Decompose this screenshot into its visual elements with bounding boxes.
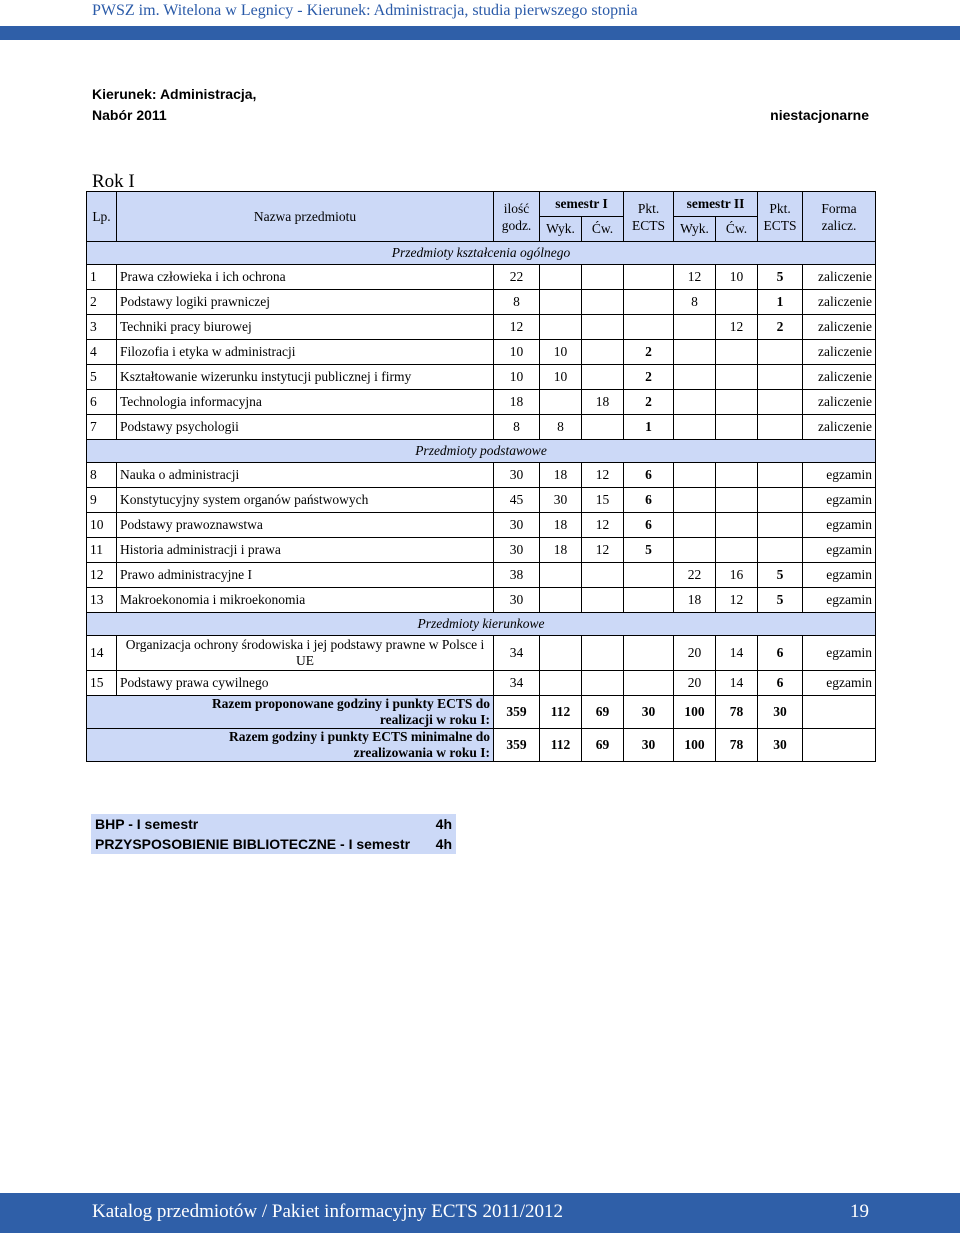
row-sem1-ects (624, 315, 674, 340)
row-sem2-ects: 5 (758, 563, 803, 588)
row-sem2-lecture (674, 463, 716, 488)
row-form: egzamin (803, 463, 876, 488)
row-form: zaliczenie (803, 290, 876, 315)
page-header-title: PWSZ im. Witelona w Legnicy - Kierunek: Administracja, studia pierwszego stopnia (92, 2, 638, 19)
extra-hours: 4h (435, 836, 452, 852)
row-sem2-lecture: 12 (674, 265, 716, 290)
row-sem2-lecture (674, 365, 716, 390)
row-sem1-lecture (540, 390, 582, 415)
row-sem2-lecture: 20 (674, 636, 716, 671)
totals-c1: 69 (582, 729, 624, 762)
row-lp: 7 (87, 415, 117, 440)
row-sem2-lecture (674, 340, 716, 365)
row-sem2-lecture: 18 (674, 588, 716, 613)
row-name: Techniki pracy biurowej (117, 315, 494, 340)
row-name: Podstawy prawa cywilnego (117, 671, 494, 696)
extra-label: PRZYSPOSOBIENIE BIBLIOTECZNE - I semestr (95, 836, 411, 852)
row-sem1-lecture: 18 (540, 538, 582, 563)
row-name: Konstytucyjny system organów państwowych (117, 488, 494, 513)
table-row (87, 463, 876, 488)
col-form: Forma zalicz. (803, 192, 876, 242)
row-sem2-exercise (716, 513, 758, 538)
row-sem1-lecture: 10 (540, 340, 582, 365)
row-sem2-exercise (716, 463, 758, 488)
row-lp: 14 (87, 636, 117, 671)
footer-bar (0, 1193, 960, 1233)
row-lp: 6 (87, 390, 117, 415)
col-wyk2: Wyk. (674, 217, 716, 242)
totals-empty (803, 729, 876, 762)
table-row (87, 513, 876, 538)
row-name: Podstawy prawoznawstwa (117, 513, 494, 538)
row-sem1-ects: 5 (624, 538, 674, 563)
row-sem2-lecture: 20 (674, 671, 716, 696)
row-sem2-exercise (716, 340, 758, 365)
row-sem1-lecture (540, 671, 582, 696)
col-cw2: Ćw. (716, 217, 758, 242)
row-sem1-lecture (540, 636, 582, 671)
row-sem1-lecture: 18 (540, 513, 582, 538)
row-hours: 30 (494, 538, 540, 563)
row-lp: 3 (87, 315, 117, 340)
table-row (87, 390, 876, 415)
row-sem2-exercise (716, 538, 758, 563)
row-sem2-exercise (716, 365, 758, 390)
totals-c1: 69 (582, 696, 624, 729)
totals-hours: 359 (494, 729, 540, 762)
col-ects2: Pkt. ECTS (758, 192, 803, 242)
row-sem2-ects (758, 463, 803, 488)
row-sem1-ects (624, 290, 674, 315)
row-form: egzamin (803, 671, 876, 696)
row-sem2-exercise: 14 (716, 636, 758, 671)
curriculum-table (86, 191, 876, 762)
row-sem1-lecture: 18 (540, 463, 582, 488)
row-lp: 10 (87, 513, 117, 538)
row-lp: 11 (87, 538, 117, 563)
totals-w2: 100 (674, 696, 716, 729)
row-name: Nauka o administracji (117, 463, 494, 488)
row-sem1-exercise (582, 290, 624, 315)
row-sem1-exercise: 12 (582, 538, 624, 563)
row-lp: 5 (87, 365, 117, 390)
row-sem1-ects: 2 (624, 390, 674, 415)
footer-text: Katalog przedmiotów / Pakiet informacyjny ECTS 2011/2012 (92, 1201, 564, 1222)
row-sem1-exercise: 18 (582, 390, 624, 415)
totals-c2: 78 (716, 696, 758, 729)
totals-e2: 30 (758, 696, 803, 729)
row-name: Makroekonomia i mikroekonomia (117, 588, 494, 613)
row-sem1-ects (624, 671, 674, 696)
totals-e2: 30 (758, 729, 803, 762)
row-sem2-lecture: 22 (674, 563, 716, 588)
row-sem1-ects (624, 265, 674, 290)
row-sem1-lecture (540, 265, 582, 290)
row-sem1-lecture: 10 (540, 365, 582, 390)
row-sem2-ects (758, 415, 803, 440)
row-form: zaliczenie (803, 390, 876, 415)
row-sem2-lecture (674, 513, 716, 538)
extra-label: BHP - I semestr (95, 816, 199, 832)
row-sem2-exercise (716, 488, 758, 513)
row-hours: 30 (494, 588, 540, 613)
page-number: 19 (850, 1201, 869, 1222)
totals-w2: 100 (674, 729, 716, 762)
row-hours: 10 (494, 340, 540, 365)
col-lp: Lp. (87, 192, 117, 242)
row-name: Historia administracji i prawa (117, 538, 494, 563)
table-row (87, 340, 876, 365)
row-sem2-ects: 6 (758, 636, 803, 671)
totals-label: Razem proponowane godziny i punkty ECTS do realizacji w roku I: (87, 696, 494, 729)
col-wyk1: Wyk. (540, 217, 582, 242)
row-sem2-ects (758, 340, 803, 365)
row-form: zaliczenie (803, 265, 876, 290)
row-sem1-exercise (582, 415, 624, 440)
row-sem2-exercise: 12 (716, 588, 758, 613)
row-sem2-ects (758, 365, 803, 390)
table-row (87, 415, 876, 440)
table-row (87, 488, 876, 513)
row-hours: 30 (494, 513, 540, 538)
row-sem1-ects: 1 (624, 415, 674, 440)
section-header (87, 242, 876, 265)
table-row (87, 265, 876, 290)
table-row (87, 636, 876, 671)
section-title: Przedmioty kształcenia ogólnego (87, 242, 876, 265)
row-form: egzamin (803, 563, 876, 588)
section-header (87, 440, 876, 463)
row-sem1-ects: 2 (624, 365, 674, 390)
row-sem2-exercise: 12 (716, 315, 758, 340)
row-name: Kształtowanie wizerunku instytucji publicznej i firmy (117, 365, 494, 390)
field-of-study: Kierunek: Administracja, (92, 86, 257, 102)
row-lp: 2 (87, 290, 117, 315)
row-hours: 18 (494, 390, 540, 415)
row-hours: 34 (494, 671, 540, 696)
row-hours: 10 (494, 365, 540, 390)
totals-w1: 112 (540, 729, 582, 762)
row-sem2-ects: 5 (758, 265, 803, 290)
row-lp: 1 (87, 265, 117, 290)
row-sem1-lecture: 8 (540, 415, 582, 440)
totals-label: Razem godziny i punkty ECTS minimalne do zrealizowania w roku I: (87, 729, 494, 762)
row-sem1-lecture (540, 290, 582, 315)
row-lp: 13 (87, 588, 117, 613)
col-sem2: semestr II (674, 192, 758, 217)
row-sem2-lecture (674, 315, 716, 340)
row-form: egzamin (803, 513, 876, 538)
row-sem1-exercise (582, 265, 624, 290)
row-lp: 8 (87, 463, 117, 488)
row-sem2-exercise: 10 (716, 265, 758, 290)
row-hours: 45 (494, 488, 540, 513)
row-sem1-lecture (540, 563, 582, 588)
row-lp: 15 (87, 671, 117, 696)
row-sem1-exercise (582, 563, 624, 588)
table-row (87, 365, 876, 390)
row-name: Filozofia i etyka w administracji (117, 340, 494, 365)
row-name: Prawa człowieka i ich ochrona (117, 265, 494, 290)
row-sem1-exercise (582, 315, 624, 340)
section-title: Przedmioty podstawowe (87, 440, 876, 463)
row-sem1-exercise (582, 588, 624, 613)
row-lp: 9 (87, 488, 117, 513)
row-sem2-ects: 1 (758, 290, 803, 315)
row-sem1-ects: 2 (624, 340, 674, 365)
row-form: egzamin (803, 538, 876, 563)
row-sem2-exercise: 14 (716, 671, 758, 696)
row-hours: 8 (494, 415, 540, 440)
year-title: Rok I (92, 171, 135, 192)
row-hours: 12 (494, 315, 540, 340)
row-hours: 34 (494, 636, 540, 671)
totals-empty (803, 696, 876, 729)
row-sem1-exercise (582, 636, 624, 671)
extra-activities (91, 814, 456, 854)
totals-row (87, 696, 876, 729)
row-sem2-exercise: 16 (716, 563, 758, 588)
row-form: egzamin (803, 488, 876, 513)
col-sem1: semestr I (540, 192, 624, 217)
row-hours: 30 (494, 463, 540, 488)
table-row (87, 290, 876, 315)
table-row (87, 538, 876, 563)
row-sem2-ects (758, 513, 803, 538)
row-hours: 8 (494, 290, 540, 315)
row-sem2-ects: 2 (758, 315, 803, 340)
row-form: zaliczenie (803, 365, 876, 390)
row-sem1-exercise (582, 365, 624, 390)
study-mode: niestacjonarne (770, 107, 869, 123)
row-form: zaliczenie (803, 315, 876, 340)
totals-w1: 112 (540, 696, 582, 729)
row-sem1-ects: 6 (624, 488, 674, 513)
row-sem1-ects (624, 636, 674, 671)
section-title: Przedmioty kierunkowe (87, 613, 876, 636)
row-sem2-lecture (674, 390, 716, 415)
table-row (87, 671, 876, 696)
row-form: zaliczenie (803, 415, 876, 440)
totals-e1: 30 (624, 729, 674, 762)
header-bar (0, 26, 960, 40)
col-name: Nazwa przedmiotu (117, 192, 494, 242)
row-sem1-lecture (540, 315, 582, 340)
row-sem1-ects: 6 (624, 463, 674, 488)
row-sem2-exercise (716, 290, 758, 315)
row-name: Technologia informacyjna (117, 390, 494, 415)
row-sem1-exercise (582, 671, 624, 696)
table-row (87, 563, 876, 588)
row-sem2-ects (758, 538, 803, 563)
col-ects1: Pkt. ECTS (624, 192, 674, 242)
section-header (87, 613, 876, 636)
extra-hours: 4h (435, 816, 452, 832)
row-sem1-exercise: 15 (582, 488, 624, 513)
row-form: zaliczenie (803, 340, 876, 365)
row-sem2-ects (758, 390, 803, 415)
row-form: egzamin (803, 636, 876, 671)
row-hours: 22 (494, 265, 540, 290)
row-lp: 12 (87, 563, 117, 588)
row-sem2-ects (758, 488, 803, 513)
row-sem1-lecture: 30 (540, 488, 582, 513)
row-sem1-ects (624, 588, 674, 613)
col-hours: ilość godz. (494, 192, 540, 242)
col-cw1: Ćw. (582, 217, 624, 242)
row-name: Prawo administracyjne I (117, 563, 494, 588)
row-sem1-lecture (540, 588, 582, 613)
row-sem2-exercise (716, 390, 758, 415)
row-name: Podstawy logiki prawniczej (117, 290, 494, 315)
enrollment-year: Nabór 2011 (92, 107, 167, 123)
row-sem1-exercise (582, 340, 624, 365)
row-lp: 4 (87, 340, 117, 365)
row-sem1-exercise: 12 (582, 513, 624, 538)
row-form: egzamin (803, 588, 876, 613)
totals-row (87, 729, 876, 762)
row-sem2-exercise (716, 415, 758, 440)
table-row (87, 588, 876, 613)
row-sem1-exercise: 12 (582, 463, 624, 488)
row-sem2-lecture (674, 415, 716, 440)
totals-e1: 30 (624, 696, 674, 729)
row-name: Podstawy psychologii (117, 415, 494, 440)
row-hours: 38 (494, 563, 540, 588)
row-sem1-ects (624, 563, 674, 588)
row-sem1-ects: 6 (624, 513, 674, 538)
row-sem2-ects: 5 (758, 588, 803, 613)
row-sem2-lecture: 8 (674, 290, 716, 315)
table-row (87, 315, 876, 340)
totals-c2: 78 (716, 729, 758, 762)
totals-hours: 359 (494, 696, 540, 729)
row-sem2-lecture (674, 488, 716, 513)
row-name: Organizacja ochrony środowiska i jej podstawy prawne w Polsce i UE (117, 636, 494, 671)
row-sem2-lecture (674, 538, 716, 563)
row-sem2-ects: 6 (758, 671, 803, 696)
